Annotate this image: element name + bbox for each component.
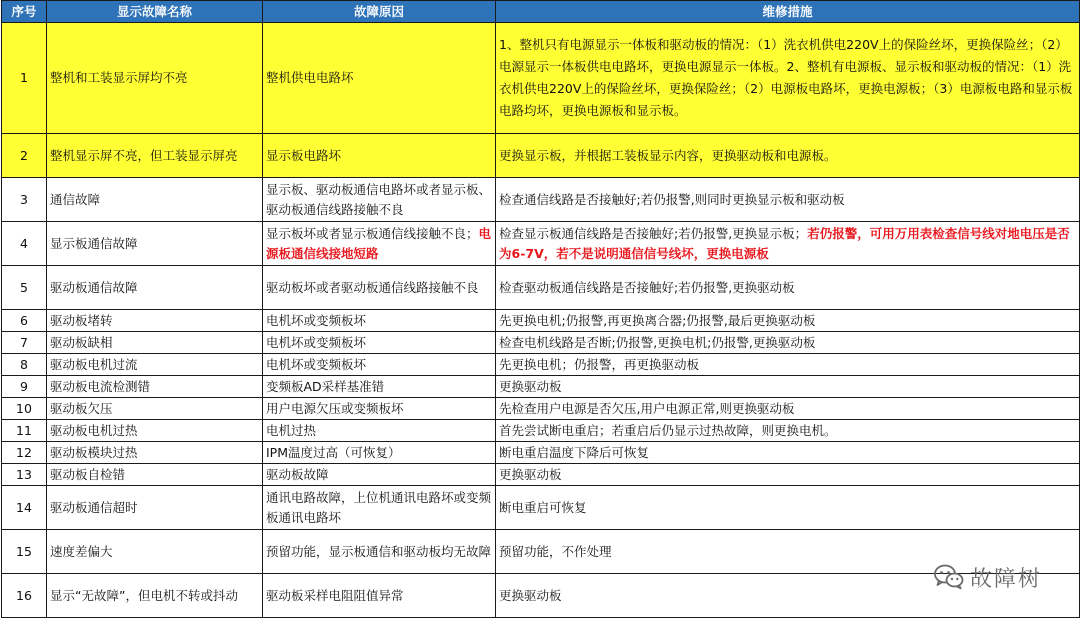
row-index: 11 bbox=[2, 420, 47, 442]
row-fix: 更换驱动板 bbox=[496, 574, 1080, 618]
row-fault-name: 速度差偏大 bbox=[47, 530, 263, 574]
row-fault-name: 整机和工装显示屏均不亮 bbox=[47, 23, 263, 134]
row-fix: 先更换电机；仍报警，再更换驱动板 bbox=[496, 354, 1080, 376]
row-index: 5 bbox=[2, 266, 47, 310]
table-row bbox=[2, 178, 1080, 222]
wechat-icon bbox=[934, 564, 964, 590]
row-fault-name: 驱动板通信故障 bbox=[47, 266, 263, 310]
row-fault-name: 驱动板电机过流 bbox=[47, 354, 263, 376]
table-row bbox=[2, 222, 1080, 266]
row-fault-name: 显示板通信故障 bbox=[47, 222, 263, 266]
row-cause: 电机坏或变频板坏 bbox=[263, 310, 496, 332]
header-cause: 故障原因 bbox=[263, 1, 496, 23]
row-fix-warning: 若仍报警，可用万用表检查信号线对地电压是否为6-7V，若不是说明通信信号线坏，更换电源板 bbox=[499, 225, 1070, 261]
header-index: 序号 bbox=[2, 1, 47, 23]
row-index: 16 bbox=[2, 574, 47, 618]
row-fix: 检查驱动板通信线路是否接触好;若仍报警,更换驱动板 bbox=[496, 266, 1080, 310]
table-row bbox=[2, 442, 1080, 464]
table-row bbox=[2, 354, 1080, 376]
row-cause: 显示板电路坏 bbox=[263, 134, 496, 178]
row-fix: 更换显示板，并根据工装板显示内容，更换驱动板和电源板。 bbox=[496, 134, 1080, 178]
row-index: 10 bbox=[2, 398, 47, 420]
table-row bbox=[2, 23, 1080, 134]
row-fault-name: 整机显示屏不亮，但工装显示屏亮 bbox=[47, 134, 263, 178]
header-fix: 维修措施 bbox=[496, 1, 1080, 23]
row-fault-name: 驱动板缺相 bbox=[47, 332, 263, 354]
row-index: 15 bbox=[2, 530, 47, 574]
row-cause: 驱动板采样电阻阻值异常 bbox=[263, 574, 496, 618]
table-row bbox=[2, 420, 1080, 442]
table-header-row bbox=[2, 1, 1080, 23]
row-cause: 用户电源欠压或变频板坏 bbox=[263, 398, 496, 420]
row-fault-name: 驱动板电流检测错 bbox=[47, 376, 263, 398]
row-index: 1 bbox=[2, 23, 47, 134]
row-cause: 预留功能，显示板通信和驱动板均无故障 bbox=[263, 530, 496, 574]
table-row bbox=[2, 310, 1080, 332]
header-fault-name: 显示故障名称 bbox=[47, 1, 263, 23]
row-cause: IPM温度过高（可恢复） bbox=[263, 442, 496, 464]
table-row bbox=[2, 486, 1080, 530]
watermark bbox=[934, 557, 1074, 597]
row-fault-name: 驱动板模块过热 bbox=[47, 442, 263, 464]
row-index: 13 bbox=[2, 464, 47, 486]
row-cause: 驱动板故障 bbox=[263, 464, 496, 486]
row-cause-warning: 电源板通信线接地短路 bbox=[266, 225, 492, 261]
row-fault-name: 驱动板堵转 bbox=[47, 310, 263, 332]
watermark-text: 故障树 bbox=[970, 566, 1043, 592]
row-fault-name: 显示“无故障”，但电机不转或抖动 bbox=[47, 574, 263, 618]
table-row bbox=[2, 332, 1080, 354]
row-fix: 先检查用户电源是否欠压,用户电源正常,则更换驱动板 bbox=[496, 398, 1080, 420]
row-index: 7 bbox=[2, 332, 47, 354]
row-fix: 更换驱动板 bbox=[496, 464, 1080, 486]
row-fault-name: 通信故障 bbox=[47, 178, 263, 222]
row-index: 9 bbox=[2, 376, 47, 398]
row-fix: 更换驱动板 bbox=[496, 376, 1080, 398]
table-row bbox=[2, 134, 1080, 178]
row-index: 12 bbox=[2, 442, 47, 464]
row-cause: 电机坏或变频板坏 bbox=[263, 332, 496, 354]
row-fault-name: 驱动板通信超时 bbox=[47, 486, 263, 530]
row-fix: 断电重启可恢复 bbox=[496, 486, 1080, 530]
table-row bbox=[2, 398, 1080, 420]
row-fix: 1、整机只有电源显示一体板和驱动板的情况：（1）洗衣机供电220V上的保险丝坏，更换保险丝；（2）电源显示一体板供电电路坏，更换电源显示一体板。2、整机有电源板、显示板和驱动板的情况：（1）洗衣机供电220V上的保险丝坏，更换保险丝；（2）电源板电路坏，更换电源板；（3）电源板电路和显示板电路均坏，更换电源板和显示板。 bbox=[496, 23, 1080, 134]
row-cause: 显示板、驱动板通信电路坏或者显示板、驱动板通信线路接触不良 bbox=[263, 178, 496, 222]
row-fix: 检查通信线路是否接触好;若仍报警,则同时更换显示板和驱动板 bbox=[496, 178, 1080, 222]
row-cause: 显示板坏或者显示板通信线接触不良； bbox=[266, 225, 479, 241]
row-fix: 检查电机线路是否断;仍报警,更换电机;仍报警,更换驱动板 bbox=[496, 332, 1080, 354]
row-cause: 变频板AD采样基准错 bbox=[263, 376, 496, 398]
table-row bbox=[2, 376, 1080, 398]
row-cause: 电机过热 bbox=[263, 420, 496, 442]
row-fix: 首先尝试断电重启；若重启后仍显示过热故障，则更换电机。 bbox=[496, 420, 1080, 442]
row-fix: 先更换电机;仍报警,再更换离合器;仍报警,最后更换驱动板 bbox=[496, 310, 1080, 332]
row-cause: 电机坏或变频板坏 bbox=[263, 354, 496, 376]
row-index: 3 bbox=[2, 178, 47, 222]
row-cause-cell bbox=[263, 222, 496, 266]
table-row bbox=[2, 266, 1080, 310]
row-fix: 预留功能，不作处理 bbox=[496, 530, 1080, 574]
row-fix: 检查显示板通信线路是否接触好;若仍报警,更换显示板； bbox=[499, 225, 808, 241]
row-cause: 通讯电路故障，上位机通讯电路坏或变频板通讯电路坏 bbox=[263, 486, 496, 530]
row-index: 4 bbox=[2, 222, 47, 266]
row-index: 6 bbox=[2, 310, 47, 332]
table-row bbox=[2, 464, 1080, 486]
row-fix-cell bbox=[496, 222, 1080, 266]
table-row bbox=[2, 574, 1080, 618]
row-fix: 断电重启温度下降后可恢复 bbox=[496, 442, 1080, 464]
row-index: 2 bbox=[2, 134, 47, 178]
fault-table bbox=[1, 0, 1080, 618]
row-index: 8 bbox=[2, 354, 47, 376]
table-row bbox=[2, 530, 1080, 574]
row-cause: 整机供电电路坏 bbox=[263, 23, 496, 134]
row-fault-name: 驱动板自检错 bbox=[47, 464, 263, 486]
row-index: 14 bbox=[2, 486, 47, 530]
row-cause: 驱动板坏或者驱动板通信线路接触不良 bbox=[263, 266, 496, 310]
row-fault-name: 驱动板欠压 bbox=[47, 398, 263, 420]
row-fault-name: 驱动板电机过热 bbox=[47, 420, 263, 442]
